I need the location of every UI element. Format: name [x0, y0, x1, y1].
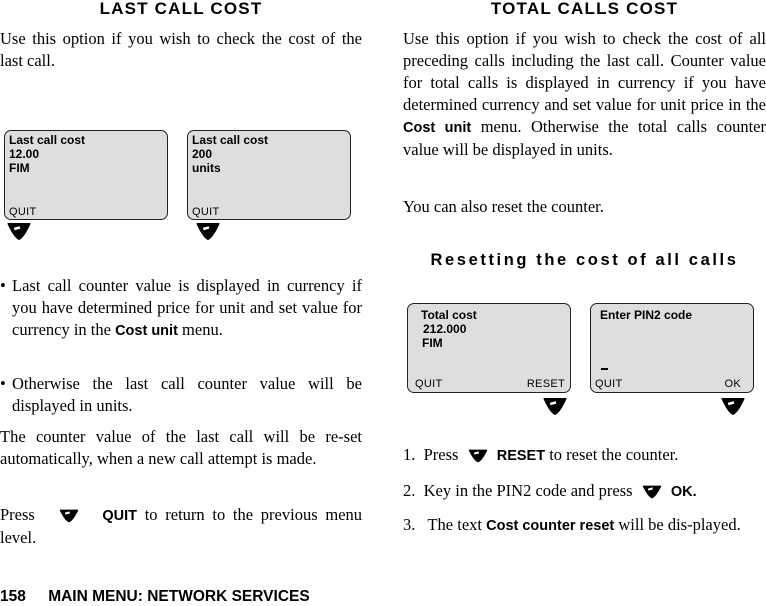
- bullet-currency-suffix: menu.: [182, 320, 223, 339]
- selection-key-icon[interactable]: [641, 484, 663, 500]
- page-number: 158: [0, 588, 26, 605]
- bullet-currency-note: [12, 275, 362, 342]
- bullet-marker: •: [0, 276, 6, 295]
- screen-unit: units: [192, 161, 221, 175]
- section-title: MAIN MENU: NETWORK SERVICES: [48, 588, 310, 605]
- softkey-quit-label: QUIT: [9, 206, 37, 218]
- step-text: Key in the PIN2 code and press: [423, 481, 633, 500]
- step-number: 1.: [403, 445, 416, 464]
- ok-key-label: OK.: [670, 484, 697, 500]
- page-footer: [0, 588, 310, 606]
- bullet-currency-text: Last call counter value is displayed in currency if you have determined price for unit and set value for currency in the: [12, 276, 362, 339]
- auto-reset-note: The counter value of the last call will be re-set automatically, when a new call attempt is made.: [0, 427, 362, 468]
- step-2: [403, 480, 766, 503]
- last-call-intro: Use this option if you wish to check the cost of the last call.: [0, 29, 362, 70]
- softkey-quit-label: QUIT: [192, 206, 220, 218]
- step-3: [403, 514, 766, 537]
- cost-unit-menu-term: Cost unit: [115, 323, 178, 339]
- resetting-cost-subheading: Resetting the cost of all calls: [430, 251, 739, 269]
- step-text: to reset the counter.: [549, 445, 679, 464]
- step-1: [403, 444, 766, 467]
- screen-unit: FIM: [422, 336, 443, 350]
- cost-counter-reset-term: Cost counter reset: [486, 518, 615, 534]
- selection-key-icon[interactable]: [57, 508, 81, 524]
- selection-key-icon[interactable]: [6, 220, 32, 242]
- selection-key-icon[interactable]: [720, 395, 746, 417]
- press-quit-instruction: [0, 504, 362, 549]
- softkey-quit-label: QUIT: [415, 378, 443, 390]
- screen-title: Total cost: [421, 308, 477, 322]
- step-text: The text: [427, 515, 482, 534]
- selection-key-icon[interactable]: [542, 395, 568, 417]
- step-text: will be dis-played.: [618, 515, 741, 534]
- total-cost-screen: [407, 303, 571, 393]
- enter-pin2-screen: [590, 303, 754, 393]
- softkey-quit-label: QUIT: [595, 378, 623, 390]
- screen-unit: FIM: [9, 161, 30, 175]
- screen-value: 212.000: [423, 322, 467, 336]
- pin-input-cursor: [601, 368, 608, 370]
- screen-title: Enter PIN2 code: [600, 308, 693, 322]
- last-call-cost-screen-units: [187, 130, 351, 220]
- reset-key-label: RESET: [496, 448, 546, 464]
- cost-unit-menu-term: Cost unit: [403, 120, 472, 136]
- selection-key-icon[interactable]: [195, 220, 221, 242]
- press-suffix: to return to the previous menu level.: [0, 505, 363, 547]
- last-call-cost-heading: LAST CALL COST: [99, 0, 263, 18]
- reset-counter-note: You can also reset the counter.: [403, 197, 604, 216]
- quit-key-label: QUIT: [102, 508, 137, 524]
- screen-value: 200: [192, 147, 213, 161]
- press-word: Press: [0, 505, 35, 524]
- total-calls-intro: [403, 28, 766, 161]
- softkey-ok-label: OK: [724, 378, 741, 390]
- total-calls-cost-heading: TOTAL CALLS COST: [490, 0, 679, 18]
- step-number: 2.: [403, 481, 416, 500]
- screen-title: Last call cost: [192, 133, 269, 147]
- screen-title: Last call cost: [9, 133, 86, 147]
- screen-value: 12.00: [9, 147, 40, 161]
- bullet-units-note: Otherwise the last call counter value will be displayed in units.: [12, 374, 362, 415]
- softkey-reset-label: RESET: [526, 378, 565, 390]
- step-text: Press: [423, 445, 459, 464]
- total-intro-text: Use this option if you wish to check the cost of all preceding calls including the last call. Counter value for total calls is displayed in currency if you have determined currency and set value for unit price in the: [403, 29, 766, 114]
- total-intro-suffix: menu. Otherwise the total calls counter value will be displayed in units.: [403, 117, 766, 159]
- bullet-marker: •: [0, 374, 6, 393]
- last-call-cost-screen-currency: [4, 130, 168, 220]
- step-number: 3.: [403, 515, 416, 534]
- selection-key-icon[interactable]: [467, 448, 489, 464]
